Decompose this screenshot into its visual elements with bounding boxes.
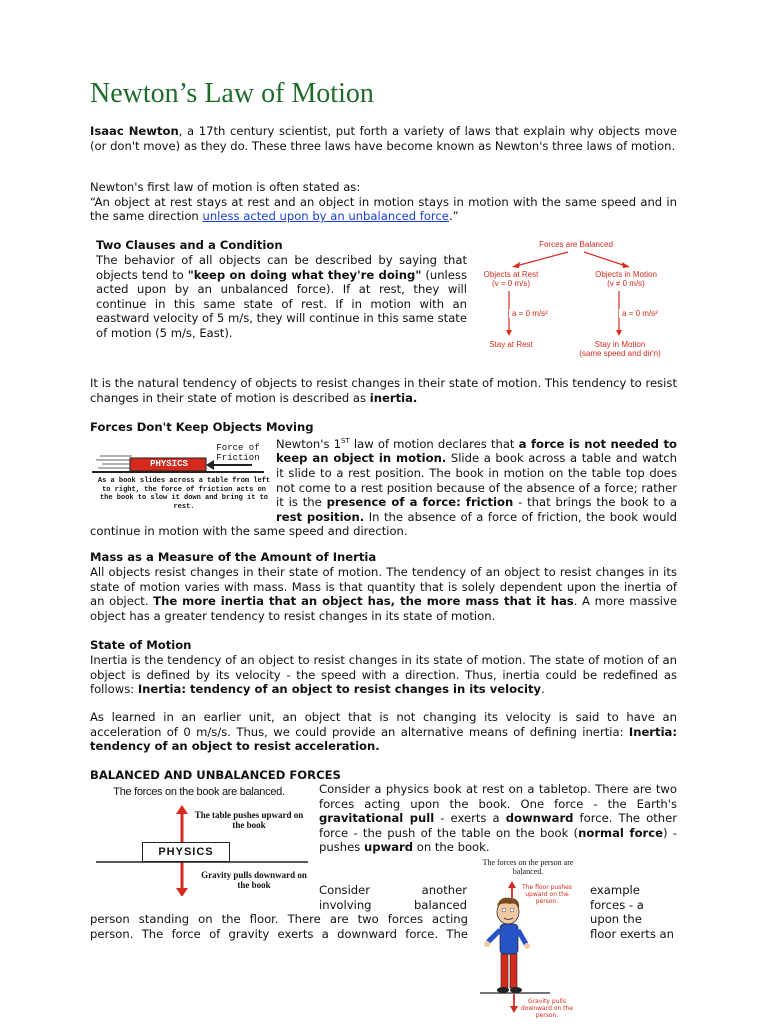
unbalanced-force-link[interactable]: unless acted upon by an unbalanced force [202,209,449,224]
forces-balanced-diagram [476,236,676,364]
fm-text-2: law of motion declares that [349,436,519,451]
two-clauses-bold: "keep on doing what they're doing" [187,267,422,282]
gravity-pulls-label: Gravity pulls downward on the book [201,870,307,890]
forces-moving-paragraph [90,434,677,539]
bal-text-3: force. The other force - the push of the table on the book ( [319,811,678,840]
page-title: Newton’s Law of Motion [90,78,374,109]
person-line-2-right: forces - a [590,897,644,912]
two-clauses-paragraph [96,253,467,341]
force-of-friction-label: Force of Friction [216,443,260,463]
person-text-left [319,883,467,912]
bal-bold-2: downward [505,811,574,826]
bal-text-1: Consider a physics book at rest on a tabletop. There are two forces acting upon the book. One force - the Earth's [319,782,677,811]
stay-at-rest-label: Stay at Rest [489,340,533,349]
forces-moving-heading: Forces Don't Keep Objects Moving [90,420,314,434]
person-text-bottom [90,912,468,941]
state-paragraph [90,653,677,697]
first-law-quote-end: .” [448,209,459,224]
state-text-1: Inertia is the tendency of an object to resist changes in its state of motion. The state of motion of an object is defined by its velocity - the speed with a direction. Thus, inertia could be redefined as follows: [90,653,677,697]
fm-bold-1: a force is not needed to keep an object in motion. [276,436,677,466]
fm-text-3: Slide a book across a table and watch it slide to a rest position. The book in motion on the table top does not come to a rest position because of the absence of a force; rather it is the [276,451,677,510]
objects-at-rest-label: Objects at Rest (v = 0 m/s) [483,270,539,288]
mass-bold: The more inertia that an object has, the more mass that it has [153,594,574,609]
intro-text: , a 17th century scientist, put forth a variety of laws that explain why objects move (or don't move) as they do. These three laws have become known as Newton's three laws of motion. [90,124,677,153]
two-clauses-text-2: (unless acted upon by an unbalanced force). If at rest, they will continue in this same state of rest. If in motion with an eastward velocity of 5 m/s, they will continue in this same state of motion (5 m/s, East). [96,267,467,340]
person-line-4-right: floor exerts an [590,926,674,941]
book-figure-title: The forces on the book are balanced. [113,786,285,798]
fm-text-1: Newton's 1 [276,436,342,451]
intro-paragraph [90,124,677,153]
fm-bold-2: presence of a force: friction [326,495,514,510]
mass-paragraph [90,565,677,623]
person-line-2-left: involving balanced [319,897,467,912]
accel-left-label: a = 0 m/s² [509,309,552,318]
two-clauses-heading: Two Clauses and a Condition [96,238,283,252]
person-line-1-left: Consider another [319,883,467,897]
two-clauses-text-1: The behavior of all objects can be described by saying that objects tend to [96,253,467,282]
stay-in-motion-label: Stay in Motion (same speed and dir'n) [579,340,661,358]
first-law-lead: Newton's first law of motion is often stated as: [90,180,361,194]
friction-book-label: PHYSICS [150,459,188,469]
person-line-4-left: person. The force of gravity exerts a downward force. The [90,926,468,941]
fm-text-5: In the absence of a force of friction, the book would continue in motion with the same speed and direction. [90,509,677,539]
mass-text-1: All objects resist changes in their state of motion. The tendency of an object to resist changes in its state of motion varies with mass. Mass is that quantity that is solely dependent upon the inertia of an object. [90,565,677,609]
person-line-3-right: upon the [590,912,642,927]
accel-text: As learned in an earlier unit, an object that is not changing its velocity is said to have an acceleration of 0 m/s/s. Thus, we could provide an alternative means of defining inertia: [90,710,677,739]
person-line-3-left: person standing on the floor. There are two forces acting [90,912,468,926]
person-figure [470,858,586,1020]
state-text-2: . [541,682,545,697]
tendency-text: It is the natural tendency of objects to resist changes in their state of motion. This tendency to resist changes in their state of motion is described as [90,376,677,405]
friction-caption: As a book slides across a table from left to right, the force of friction acts on the book to slow it down and bring it to rest. [97,477,271,511]
person-graphic [470,858,586,1020]
state-heading: State of Motion [90,638,192,652]
physics-book: PHYSICS [142,842,230,862]
fm-sup: ST [341,437,350,445]
person-figure-title: The forces on the person are balanced. [482,858,574,876]
bal-text-2: - exerts a [434,811,506,826]
mass-heading: Mass as a Measure of the Amount of Inertia [90,550,377,564]
state-bold: Inertia: tendency of an object to resist changes in its velocity [137,682,542,697]
person-text-right [590,883,677,941]
bal-bold-1: gravitational pull [319,811,435,826]
floor-pushes-label: The floor pushes upward on the person. [522,884,572,905]
accel-bold: Inertia: tendency of an object to resist acceleration. [90,724,677,754]
tendency-paragraph [90,376,677,405]
gravity-person-label: Gravity pulls downward on the person. [520,998,574,1019]
fm-bold-3: rest position. [276,509,365,524]
book-paragraph [319,782,677,855]
diagram-top-label: Forces are Balanced [539,240,613,249]
accel-right-label: a = 0 m/s² [619,309,662,318]
first-law-paragraph [90,180,677,224]
intro-name: Isaac Newton [90,124,179,138]
bal-text-5: on the book. [413,840,490,855]
first-law-quote-start: “An object at rest stays at rest and an object in motion stays in motion with the same speed and in the same direction [90,194,677,224]
table-pushes-label: The table pushes upward on the book [194,810,304,830]
mass-text-2: . A more massive object has a greater tendency to resist changes in its state of motion. [90,594,677,623]
bal-text-4: ) - pushes [319,825,677,855]
objects-in-motion-label: Objects in Motion (v ≠ 0 m/s) [595,270,657,288]
book-balanced-figure [90,784,310,896]
tendency-bold: inertia. [369,390,418,405]
bal-bold-3: normal force [578,825,663,840]
accel-paragraph [90,710,677,754]
bal-bold-4: upward [363,840,414,855]
person-line-1-right: example [590,883,640,897]
friction-figure-spacer [90,434,276,522]
fm-text-4: - that brings the book to a [513,495,677,510]
balanced-heading: BALANCED AND UNBALANCED FORCES [90,768,341,782]
